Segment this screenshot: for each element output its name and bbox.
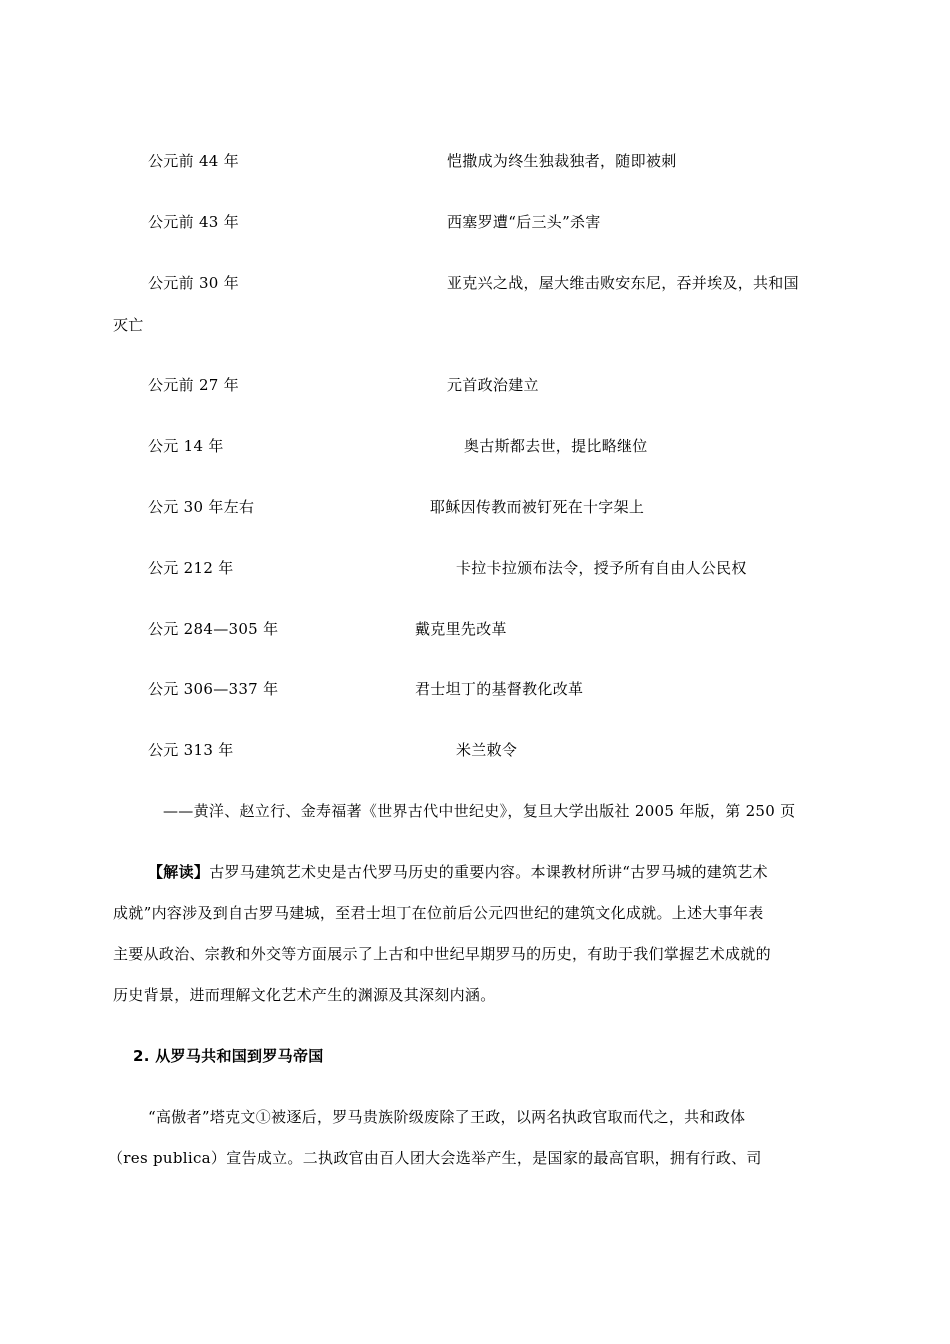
timeline-date: 公元 14 年 xyxy=(148,437,224,455)
interpretation-line: 【解读】古罗马建筑艺术史是古代罗马历史的重要内容。本课教材所讲“古罗马城的建筑艺术 xyxy=(148,863,768,881)
timeline-event: 恺撒成为终生独裁独者，随即被刺 xyxy=(447,152,677,170)
timeline-event: 米兰敕令 xyxy=(456,741,518,759)
section-line: “高傲者”塔克文①被逐后，罗马贵族阶级废除了王政，以两名执政官取而代之，共和政体 xyxy=(148,1108,746,1126)
timeline-date: 公元 306—337 年 xyxy=(148,680,279,698)
timeline-event: 元首政治建立 xyxy=(447,376,539,394)
section-heading: 2. 从罗马共和国到罗马帝国 xyxy=(133,1047,324,1065)
timeline-date: 公元 284—305 年 xyxy=(148,620,279,638)
timeline-date: 公元 30 年左右 xyxy=(148,498,255,516)
timeline-event: 西塞罗遭“后三头”杀害 xyxy=(447,213,601,231)
timeline-date: 公元 313 年 xyxy=(148,741,234,759)
timeline-event: 奥古斯都去世，提比略继位 xyxy=(464,437,648,455)
interpretation-line: 历史背景，进而理解文化艺术产生的渊源及其深刻内涵。 xyxy=(113,986,496,1004)
timeline-event: 戴克里先改革 xyxy=(415,620,507,638)
timeline-event: 亚克兴之战，屋大维击败安东尼，吞并埃及，共和国 xyxy=(447,274,799,292)
timeline-event-continuation: 灭亡 xyxy=(113,316,144,334)
interpretation-line: 主要从政治、宗教和外交等方面展示了上古和中世纪早期罗马的历史，有助于我们掌握艺术成就的 xyxy=(113,945,771,963)
timeline-event: 君士坦丁的基督教化改革 xyxy=(415,680,584,698)
timeline-event: 卡拉卡拉颁布法令，授予所有自由人公民权 xyxy=(456,559,747,577)
interpretation-line: 成就”内容涉及到自古罗马建城，至君士坦丁在位前后公元四世纪的建筑文化成就。上述大事年表 xyxy=(113,904,764,922)
timeline-date: 公元前 27 年 xyxy=(148,376,240,394)
citation: ——黄洋、赵立行、金寿福著《世界古代中世纪史》，复旦大学出版社 2005 年版，第 250 页 xyxy=(163,802,796,820)
section-line: （res publica）宣告成立。二执政官由百人团大会选举产生，是国家的最高官职，拥有行政、司 xyxy=(108,1149,762,1167)
timeline-date: 公元前 43 年 xyxy=(148,213,240,231)
timeline-date: 公元前 44 年 xyxy=(148,152,240,170)
timeline-date: 公元 212 年 xyxy=(148,559,234,577)
timeline-date: 公元前 30 年 xyxy=(148,274,240,292)
interpretation-label: 【解读】 xyxy=(148,863,210,881)
timeline-event: 耶稣因传教而被钉死在十字架上 xyxy=(430,498,645,516)
